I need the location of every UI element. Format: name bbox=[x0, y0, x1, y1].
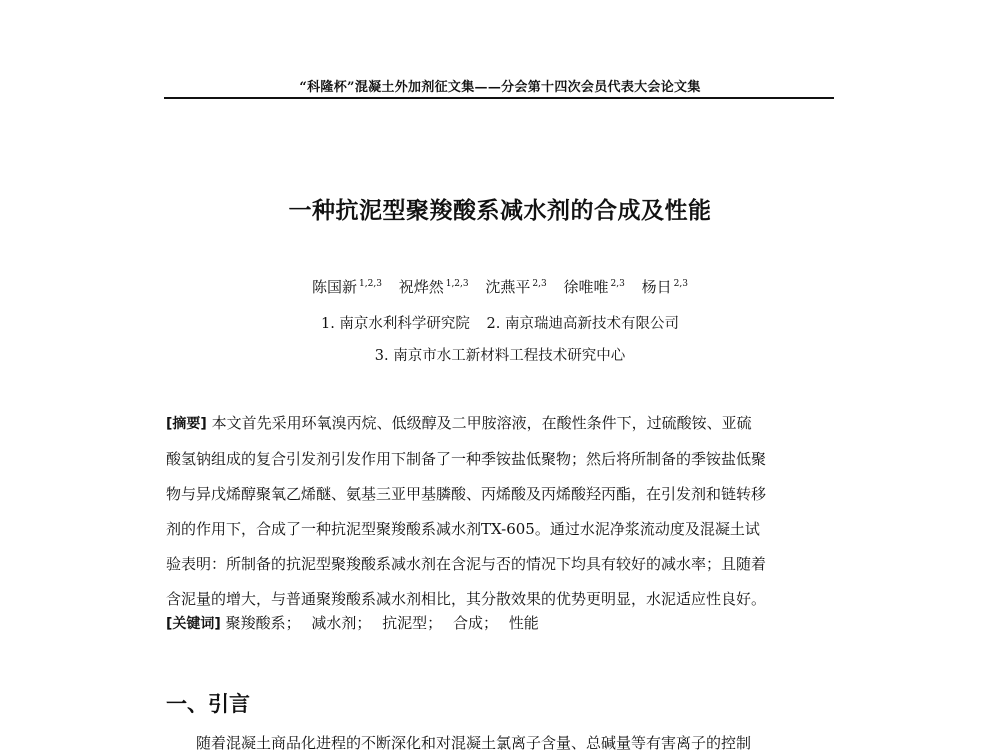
author-affiliation-marker: 2,3 bbox=[610, 279, 625, 289]
affiliation-1: 1. 南京水利科学研究院 bbox=[320, 316, 470, 332]
abstract-line: 剂的作用下，合成了一种抗泥型聚羧酸系减水剂TX-605。通过水泥净浆流动度及混凝土试 bbox=[166, 520, 760, 538]
abstract-line: 物与异戊烯醇聚氧乙烯醚、氨基三亚甲基膦酸、丙烯酸及丙烯酸羟丙酯，在引发剂和链转移 bbox=[166, 485, 767, 503]
author bbox=[642, 276, 688, 297]
author bbox=[485, 276, 546, 297]
author-name: 陈国新 bbox=[312, 278, 358, 296]
abstract-line: 酸氢钠组成的复合引发剂引发作用下制备了一种季铵盐低聚物；然后将所制备的季铵盐低聚 bbox=[166, 450, 767, 468]
section-heading: 一、引言 bbox=[166, 692, 250, 716]
author bbox=[399, 276, 469, 297]
affiliation-2: 2. 南京瑞迪高新技术有限公司 bbox=[486, 316, 679, 332]
author-name: 徐唯唯 bbox=[563, 278, 609, 296]
author-name: 祝烨然 bbox=[398, 278, 444, 296]
header-rule bbox=[164, 97, 834, 99]
abstract bbox=[166, 406, 836, 617]
keyword: 性能 bbox=[508, 614, 539, 632]
affiliation-line-1 bbox=[166, 312, 834, 333]
abstract-line bbox=[166, 406, 836, 442]
author-affiliation-marker: 2,3 bbox=[532, 279, 547, 289]
body-text-line: 随着混凝土商品化进程的不断深化和对混凝土氯离子含量、总碱量等有害离子的控制 bbox=[196, 734, 752, 752]
author-affiliation-marker: 2,3 bbox=[673, 279, 688, 289]
author-name: 杨日 bbox=[641, 278, 672, 296]
abstract-tag: [摘要] bbox=[166, 416, 207, 432]
keyword: 抗泥型； bbox=[382, 614, 443, 632]
keywords bbox=[166, 612, 836, 633]
author bbox=[312, 276, 382, 297]
author-affiliation-marker: 1,2,3 bbox=[445, 279, 469, 289]
author-name: 沈燕平 bbox=[485, 278, 531, 296]
keywords-tag: [关键词] bbox=[166, 616, 221, 632]
author-affiliation-marker: 1,2,3 bbox=[359, 279, 382, 289]
keyword: 聚羧酸系； bbox=[225, 614, 301, 632]
paper-title: 一种抗泥型聚羧酸系减水剂的合成及性能 bbox=[288, 198, 712, 224]
abstract-text: 本文首先采用环氧溴丙烷、低级醇及二甲胺溶液，在酸性条件下，过硫酸铵、亚硫 bbox=[211, 414, 752, 432]
running-header: “科隆杯”混凝土外加剂征文集——分会第十四次会员代表大会论文集 bbox=[299, 80, 701, 95]
abstract-line: 验表明：所制备的抗泥型聚羧酸系减水剂在含泥与否的情况下均具有较好的减水率；且随着 bbox=[166, 555, 767, 573]
affiliation-3: 3. 南京市水工新材料工程技术研究中心 bbox=[374, 348, 626, 364]
keyword: 减水剂； bbox=[311, 614, 372, 632]
author bbox=[564, 276, 625, 297]
keyword: 合成； bbox=[452, 614, 498, 632]
abstract-line: 含泥量的增大，与普通聚羧酸系减水剂相比，其分散效果的优势更明显，水泥适应性良好。 bbox=[166, 590, 767, 608]
author-list bbox=[166, 276, 834, 297]
